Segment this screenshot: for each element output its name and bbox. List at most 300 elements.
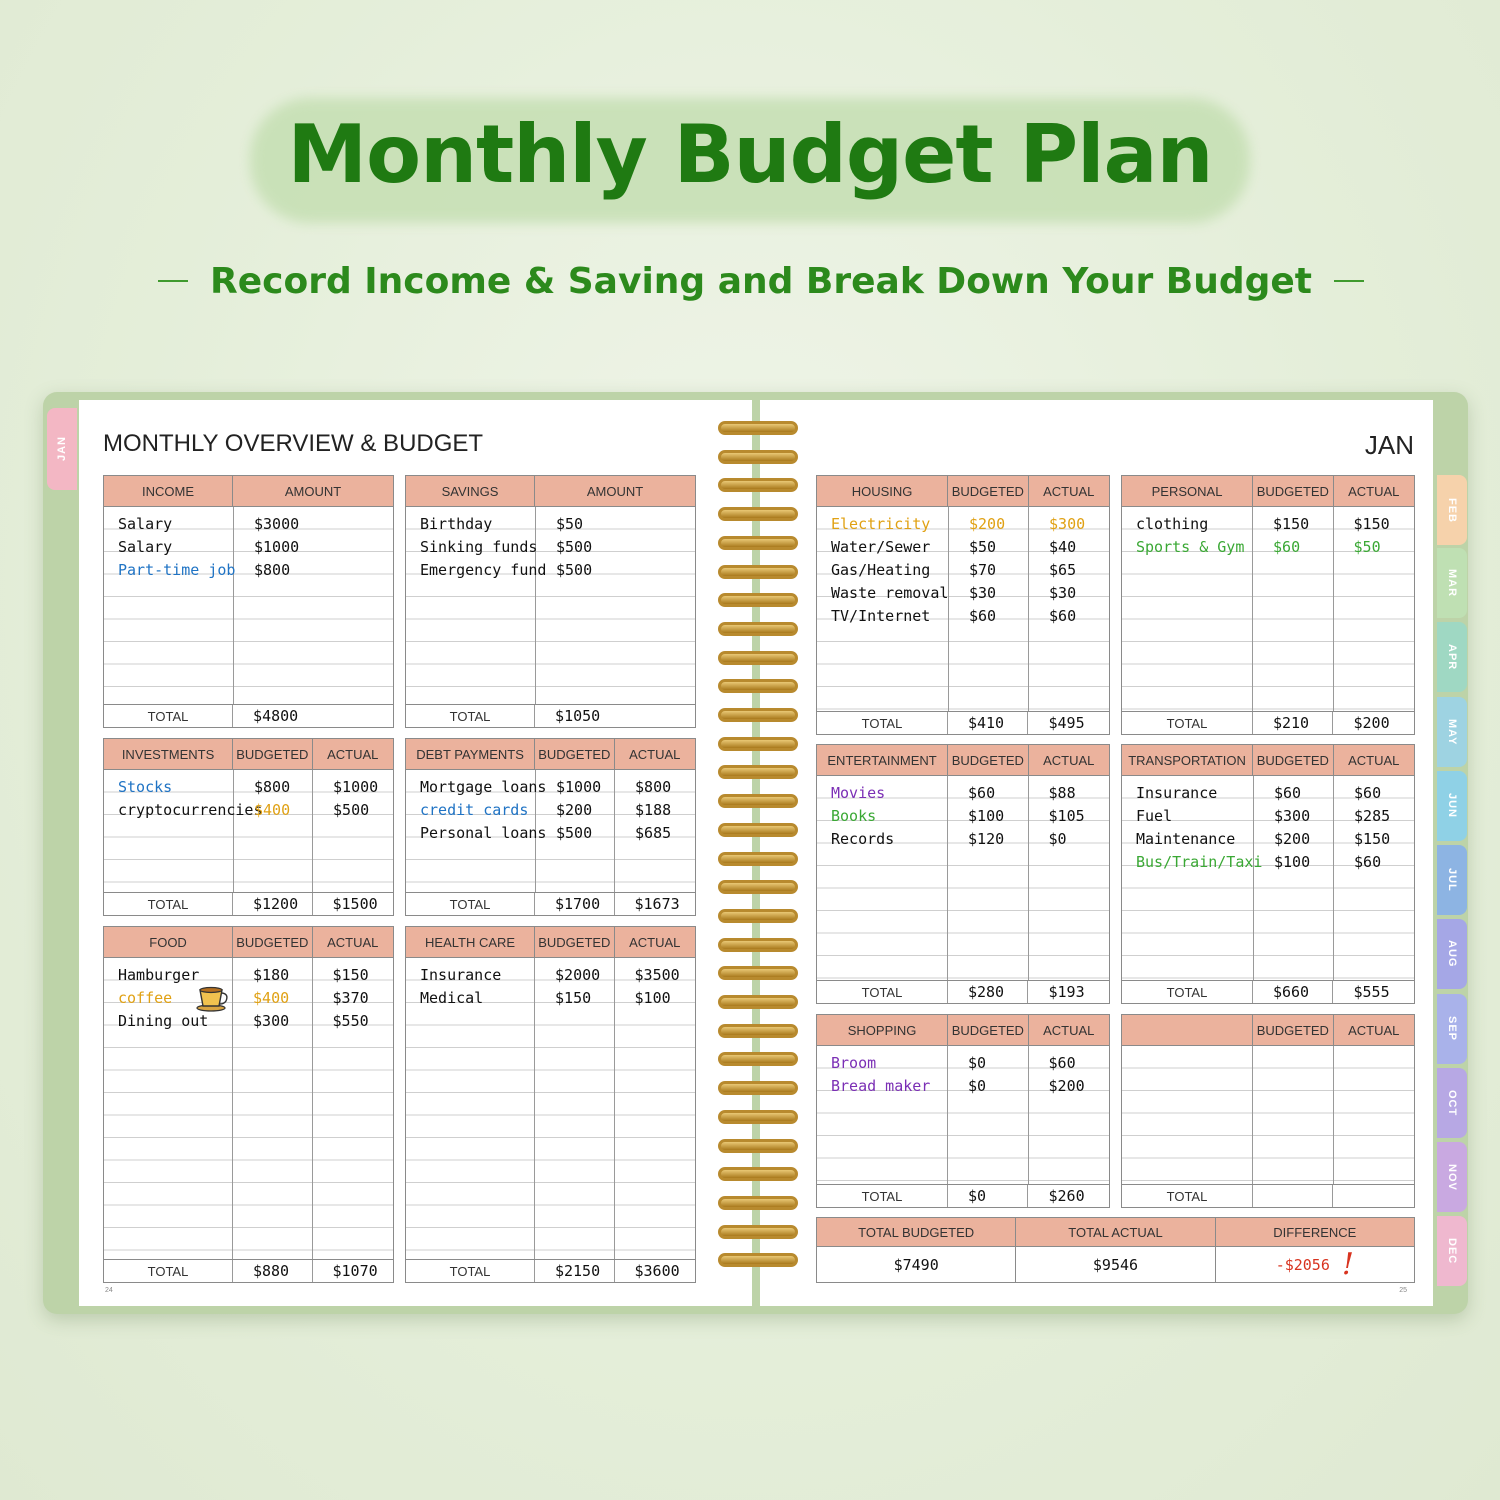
debt-cell[interactable]: $188 [635, 801, 672, 819]
total-budgeted-text: $7490 [893, 1255, 939, 1274]
investments-column [104, 770, 263, 892]
entertainment-cell[interactable]: $0 [1048, 830, 1067, 848]
investments-cell[interactable]: $400 [254, 801, 291, 819]
spiral-ring [718, 708, 798, 722]
income-total-label: TOTAL [104, 705, 233, 727]
income-body [104, 507, 393, 704]
shopping-cell[interactable]: Bread maker [831, 1077, 931, 1095]
investments-cell[interactable]: $500 [333, 801, 370, 819]
savings-cell[interactable]: $50 [556, 515, 584, 533]
blank-header-cell [1122, 1015, 1253, 1045]
difference-value [1216, 1247, 1414, 1282]
spiral-ring [718, 622, 798, 636]
entertainment-header-cell: ENTERTAINMENT [817, 745, 948, 775]
food-table [103, 926, 394, 1283]
entertainment-total-value: $193 [1048, 983, 1085, 1001]
savings-header-cell: SAVINGS [406, 476, 535, 506]
entertainment-cell[interactable]: $105 [1048, 807, 1085, 825]
spiral-ring [718, 938, 798, 952]
shopping-column [817, 1046, 948, 1184]
health-total-label: TOTAL [406, 1260, 535, 1282]
investments-column [234, 770, 313, 892]
tab-jan[interactable] [47, 408, 77, 490]
income-cell[interactable]: Salary [118, 538, 173, 556]
shopping-total-value: $0 [948, 1185, 1029, 1207]
investments-header-cell: INVESTMENTS [104, 739, 233, 769]
housing-cell[interactable]: $30 [1049, 584, 1077, 602]
tab-nov[interactable] [1437, 1142, 1467, 1212]
housing-column [949, 507, 1029, 711]
spiral-ring [718, 565, 798, 579]
summary-header-actual: TOTAL ACTUAL [1016, 1218, 1215, 1246]
tab-mar[interactable] [1437, 548, 1467, 618]
investments-header-cell: BUDGETED [233, 739, 312, 769]
housing-cell[interactable]: Water/Sewer [831, 538, 931, 556]
personal-column [1122, 507, 1253, 711]
income-column [234, 507, 393, 704]
housing-column [1029, 507, 1109, 711]
blank-total-value [1333, 1185, 1414, 1207]
tab-label: FEB [1446, 497, 1458, 523]
personal-total-value: $210 [1253, 712, 1334, 734]
health-cell[interactable]: $150 [555, 989, 592, 1007]
spiral-ring [718, 966, 798, 980]
tab-may[interactable] [1437, 697, 1467, 767]
spiral-ring [718, 679, 798, 693]
income-cell[interactable]: $1000 [254, 538, 300, 556]
entertainment-column [1029, 776, 1109, 980]
entertainment-header-cell: BUDGETED [948, 745, 1028, 775]
transportation-cell[interactable]: $60 [1274, 784, 1302, 802]
spiral-ring [718, 765, 798, 779]
housing-body [817, 507, 1109, 711]
health-cell[interactable]: Medical [420, 989, 484, 1007]
food-header-cell: BUDGETED [233, 927, 312, 957]
page-title: Monthly Budget Plan [287, 108, 1213, 201]
tab-oct[interactable] [1437, 1068, 1467, 1138]
summary-header-budgeted: TOTAL BUDGETED [817, 1218, 1016, 1246]
investments-total-row [104, 892, 393, 915]
food-cell[interactable]: Hamburger [118, 966, 200, 984]
investments-table [103, 738, 394, 916]
income-column [104, 507, 234, 704]
health-cell[interactable]: Insurance [420, 966, 502, 984]
savings-total-row [406, 704, 695, 727]
investments-cell[interactable]: Stocks [118, 778, 173, 796]
housing-cell[interactable]: $70 [969, 561, 997, 579]
health-header [406, 927, 695, 958]
debt-cell[interactable]: $200 [556, 801, 593, 819]
investments-cell[interactable]: cryptocurrencies [118, 801, 263, 819]
shopping-header-cell: ACTUAL [1043, 1022, 1095, 1038]
housing-cell[interactable]: $50 [969, 538, 997, 556]
transportation-cell[interactable]: $300 [1274, 807, 1311, 825]
right-page-number: 25 [1399, 1287, 1407, 1294]
entertainment-total-row [817, 980, 1109, 1003]
income-total-value: $4800 [253, 707, 299, 725]
entertainment-cell[interactable]: Books [831, 807, 877, 825]
entertainment-total-label: TOTAL [817, 981, 948, 1003]
housing-header [817, 476, 1109, 507]
tab-label: JAN [56, 436, 68, 462]
debt-cell[interactable]: Personal loans [420, 824, 547, 842]
housing-cell[interactable]: Waste removal [831, 584, 949, 602]
debt-column [406, 770, 547, 892]
food-total-row [104, 1259, 393, 1282]
tab-label: MAY [1446, 718, 1458, 746]
spiral-ring [718, 536, 798, 550]
tab-dec[interactable] [1437, 1216, 1467, 1286]
personal-cell[interactable]: $50 [1353, 538, 1381, 556]
investments-cell[interactable]: $1000 [333, 778, 379, 796]
health-column [615, 958, 695, 1259]
debt-cell[interactable]: $685 [635, 824, 672, 842]
health-cell[interactable]: $3500 [634, 966, 680, 984]
tab-jul[interactable] [1437, 845, 1467, 915]
shopping-cell[interactable]: $60 [1048, 1054, 1076, 1072]
food-header-cell: FOOD [104, 927, 233, 957]
blank-header-cell: ACTUAL [1348, 1022, 1400, 1038]
debt-column [615, 770, 695, 892]
tab-label: DEC [1446, 1237, 1458, 1265]
shopping-cell[interactable]: $0 [968, 1054, 987, 1072]
spiral-ring [718, 1081, 798, 1095]
housing-cell[interactable]: $60 [1049, 607, 1077, 625]
personal-cell[interactable]: clothing [1136, 515, 1209, 533]
entertainment-total-value: $280 [948, 981, 1029, 1003]
entertainment-cell[interactable]: $100 [968, 807, 1005, 825]
savings-table [405, 475, 696, 728]
tab-aug[interactable] [1437, 919, 1467, 989]
spiral-ring [718, 507, 798, 521]
debt-cell[interactable]: credit cards [420, 801, 529, 819]
food-total-value: $880 [233, 1260, 313, 1282]
income-cell[interactable]: Salary [118, 515, 173, 533]
tab-label: JUN [1446, 793, 1458, 819]
transportation-cell[interactable]: Bus/Train/Taxi [1136, 853, 1263, 871]
personal-total-row [1122, 711, 1414, 734]
personal-total-value: $200 [1353, 714, 1390, 732]
personal-column [1253, 507, 1334, 711]
entertainment-column [817, 776, 948, 980]
savings-cell[interactable]: Sinking funds [420, 538, 538, 556]
housing-cell[interactable]: Gas/Heating [831, 561, 931, 579]
housing-cell[interactable]: $40 [1049, 538, 1077, 556]
subtitle: Record Income & Saving and Break Down Your Budget [210, 260, 1312, 302]
spiral-ring [718, 1167, 798, 1181]
debt-total-value: $1700 [535, 893, 615, 915]
health-total-value: $3600 [634, 1262, 680, 1280]
entertainment-cell[interactable]: $60 [968, 784, 996, 802]
investments-column [313, 770, 393, 892]
personal-cell[interactable]: $150 [1273, 515, 1310, 533]
transportation-column [1254, 776, 1334, 980]
spiral-ring [718, 909, 798, 923]
health-total-value: $2150 [535, 1260, 615, 1282]
total-actual-text: $9546 [1092, 1255, 1139, 1274]
health-header-cell: ACTUAL [629, 934, 681, 950]
tab-label: SEP [1446, 1016, 1458, 1042]
housing-cell[interactable]: $30 [969, 584, 997, 602]
housing-cell[interactable]: $300 [1049, 515, 1086, 533]
transportation-total-value: $660 [1253, 981, 1334, 1003]
coffee-cup-icon [196, 982, 232, 1012]
housing-header-cell: BUDGETED [948, 476, 1028, 506]
income-header-cell: AMOUNT [284, 483, 342, 499]
transportation-cell[interactable]: $285 [1354, 807, 1391, 825]
tab-label: NOV [1446, 1163, 1458, 1191]
food-cell[interactable]: coffee [118, 989, 173, 1007]
housing-header-cell: ACTUAL [1043, 483, 1095, 499]
shopping-header [817, 1015, 1109, 1046]
tab-label: APR [1446, 643, 1458, 671]
spiral-ring [718, 478, 798, 492]
debt-total-row [406, 892, 695, 915]
tab-apr[interactable] [1437, 622, 1467, 692]
savings-cell[interactable]: Emergency fund [420, 561, 547, 579]
income-header-cell: INCOME [104, 476, 233, 506]
debt-body [406, 770, 695, 892]
personal-total-label: TOTAL [1122, 712, 1253, 734]
debt-cell[interactable]: $1000 [556, 778, 602, 796]
health-body [406, 958, 695, 1259]
blank-total-label: TOTAL [1122, 1185, 1253, 1207]
food-header-cell: ACTUAL [327, 934, 379, 950]
spiral-ring [718, 1196, 798, 1210]
spiral-ring [718, 737, 798, 751]
health-header-cell: HEALTH CARE [406, 927, 535, 957]
food-cell[interactable]: $370 [332, 989, 369, 1007]
transportation-total-label: TOTAL [1122, 981, 1253, 1003]
savings-column [406, 507, 547, 704]
transportation-column [1334, 776, 1414, 980]
transportation-column [1122, 776, 1263, 980]
transportation-cell[interactable]: $200 [1274, 830, 1311, 848]
spiral-ring [718, 450, 798, 464]
personal-header [1122, 476, 1414, 507]
transportation-cell[interactable]: $100 [1274, 853, 1311, 871]
income-table [103, 475, 394, 728]
spiral-ring [718, 880, 798, 894]
shopping-cell[interactable]: $0 [968, 1077, 987, 1095]
transportation-table [1121, 744, 1415, 1004]
food-total-label: TOTAL [104, 1260, 233, 1282]
investments-header [104, 739, 393, 770]
shopping-table [816, 1014, 1110, 1208]
personal-column [1334, 507, 1414, 711]
health-cell[interactable]: $100 [634, 989, 671, 1007]
housing-table [816, 475, 1110, 735]
spiral-ring [718, 995, 798, 1009]
health-cell[interactable]: $2000 [555, 966, 601, 984]
personal-cell[interactable]: $60 [1273, 538, 1301, 556]
transportation-header-cell: BUDGETED [1253, 745, 1333, 775]
personal-header-cell: PERSONAL [1122, 476, 1253, 506]
debt-header-cell: BUDGETED [535, 739, 614, 769]
health-total-row [406, 1259, 695, 1282]
housing-column [817, 507, 949, 711]
personal-body [1122, 507, 1414, 711]
budget-summary [816, 1217, 1415, 1283]
housing-total-value: $410 [948, 712, 1029, 734]
housing-cell[interactable]: $200 [969, 515, 1006, 533]
spiral-ring [718, 1253, 798, 1267]
tab-jun[interactable] [1437, 771, 1467, 841]
shopping-total-value: $260 [1048, 1187, 1085, 1205]
tab-feb[interactable] [1437, 475, 1467, 545]
savings-header-cell: AMOUNT [586, 483, 644, 499]
spiral-ring [718, 1024, 798, 1038]
housing-cell[interactable]: $65 [1049, 561, 1077, 579]
food-cell[interactable]: Dining out [118, 1012, 209, 1030]
housing-total-value: $495 [1048, 714, 1085, 732]
housing-total-row [817, 711, 1109, 734]
debt-header [406, 739, 695, 770]
investments-total-value: $1200 [233, 893, 313, 915]
food-total-value: $1070 [332, 1262, 378, 1280]
transportation-cell[interactable]: Fuel [1136, 807, 1173, 825]
summary-values [817, 1247, 1414, 1282]
health-column [535, 958, 615, 1259]
entertainment-body [817, 776, 1109, 980]
blank-column [1334, 1046, 1414, 1184]
tab-label: AUG [1446, 940, 1458, 968]
debt-total-value: $1673 [634, 895, 680, 913]
savings-cell[interactable]: $500 [556, 538, 593, 556]
shopping-header-cell: BUDGETED [948, 1015, 1028, 1045]
savings-cell[interactable]: Birthday [420, 515, 493, 533]
entertainment-table [816, 744, 1110, 1004]
savings-body [406, 507, 695, 704]
spiral-ring [718, 794, 798, 808]
savings-total-label: TOTAL [406, 705, 535, 727]
personal-header-cell: ACTUAL [1348, 483, 1400, 499]
housing-cell[interactable]: TV/Internet [831, 607, 931, 625]
housing-total-label: TOTAL [817, 712, 948, 734]
shopping-total-label: TOTAL [817, 1185, 948, 1207]
entertainment-column [948, 776, 1029, 980]
investments-cell[interactable]: $800 [254, 778, 291, 796]
food-cell[interactable]: $300 [253, 1012, 290, 1030]
blank-total-value [1253, 1185, 1334, 1207]
debt-cell[interactable]: Mortgage loans [420, 778, 547, 796]
personal-cell[interactable]: $150 [1353, 515, 1390, 533]
food-cell[interactable]: $400 [253, 989, 290, 1007]
shopping-body [817, 1046, 1109, 1184]
food-cell[interactable]: $180 [253, 966, 290, 984]
debt-cell[interactable]: $500 [556, 824, 593, 842]
shopping-header-cell: SHOPPING [817, 1015, 948, 1045]
blank-total-row [1122, 1184, 1414, 1207]
savings-column [536, 507, 695, 704]
debt-column [536, 770, 615, 892]
blank-table [1121, 1014, 1415, 1208]
transportation-cell[interactable]: Maintenance [1136, 830, 1236, 848]
savings-cell[interactable]: $500 [556, 561, 593, 579]
transportation-header-cell: TRANSPORTATION [1122, 745, 1253, 775]
health-header-cell: BUDGETED [535, 927, 614, 957]
spiral-ring [718, 1139, 798, 1153]
spiral-ring [718, 1052, 798, 1066]
total-budgeted-value [817, 1247, 1016, 1282]
blank-column [1122, 1046, 1253, 1184]
personal-header-cell: BUDGETED [1253, 476, 1333, 506]
blank-body [1122, 1046, 1414, 1184]
food-cell[interactable]: $150 [332, 966, 369, 984]
subtitle-left-rule [158, 280, 188, 282]
income-cell[interactable]: $3000 [254, 515, 300, 533]
entertainment-cell[interactable]: Records [831, 830, 895, 848]
transportation-total-row [1122, 980, 1414, 1003]
shopping-cell[interactable]: Broom [831, 1054, 877, 1072]
shopping-column [1029, 1046, 1109, 1184]
spiral-ring [718, 421, 798, 435]
transportation-body [1122, 776, 1414, 980]
tab-label: MAR [1446, 568, 1458, 598]
tab-label: OCT [1446, 1089, 1458, 1117]
spiral-ring [718, 823, 798, 837]
month-heading: JAN [1364, 430, 1414, 460]
entertainment-cell[interactable]: Movies [831, 784, 886, 802]
transportation-cell[interactable]: $60 [1354, 853, 1382, 871]
health-column [406, 958, 535, 1259]
shopping-cell[interactable]: $200 [1048, 1077, 1085, 1095]
spiral-ring [718, 651, 798, 665]
transportation-header [1122, 745, 1414, 776]
income-total-row [104, 704, 393, 727]
investments-total-value: $1500 [332, 895, 378, 913]
personal-cell[interactable]: Sports & Gym [1136, 538, 1245, 556]
housing-cell[interactable]: $60 [969, 607, 997, 625]
subtitle-right-rule [1334, 280, 1364, 282]
savings-total-value: $1050 [555, 707, 601, 725]
income-header [104, 476, 393, 507]
housing-cell[interactable]: Electricity [831, 515, 931, 533]
debt-cell[interactable]: $800 [635, 778, 672, 796]
entertainment-header-cell: ACTUAL [1043, 752, 1095, 768]
savings-header [406, 476, 695, 507]
transportation-cell[interactable]: $60 [1354, 784, 1382, 802]
debt-table [405, 738, 696, 916]
shopping-column [948, 1046, 1029, 1184]
spiral-ring [718, 593, 798, 607]
income-cell[interactable]: Part-time job [118, 561, 236, 579]
income-cell[interactable]: $800 [254, 561, 291, 579]
investments-body [104, 770, 393, 892]
investments-total-label: TOTAL [104, 893, 233, 915]
debt-total-label: TOTAL [406, 893, 535, 915]
spiral-ring [718, 1225, 798, 1239]
summary-header-difference: DIFFERENCE [1273, 1224, 1357, 1240]
transportation-cell[interactable]: Insurance [1136, 784, 1218, 802]
summary-header [817, 1218, 1414, 1247]
spiral-ring [718, 1110, 798, 1124]
overview-heading: MONTHLY OVERVIEW & BUDGET [103, 430, 484, 457]
tab-sep[interactable] [1437, 994, 1467, 1064]
transportation-cell[interactable]: $150 [1354, 830, 1391, 848]
entertainment-cell[interactable]: $88 [1048, 784, 1076, 802]
health-table [405, 926, 696, 1283]
left-page-number: 24 [105, 1287, 113, 1294]
debt-header-cell: DEBT PAYMENTS [406, 739, 535, 769]
spiral-ring [718, 852, 798, 866]
blank-header-cell: BUDGETED [1253, 1015, 1333, 1045]
investments-header-cell: ACTUAL [327, 746, 379, 762]
food-cell[interactable]: $550 [332, 1012, 369, 1030]
shopping-total-row [817, 1184, 1109, 1207]
tab-label: JUL [1446, 868, 1458, 892]
entertainment-cell[interactable]: $120 [968, 830, 1005, 848]
